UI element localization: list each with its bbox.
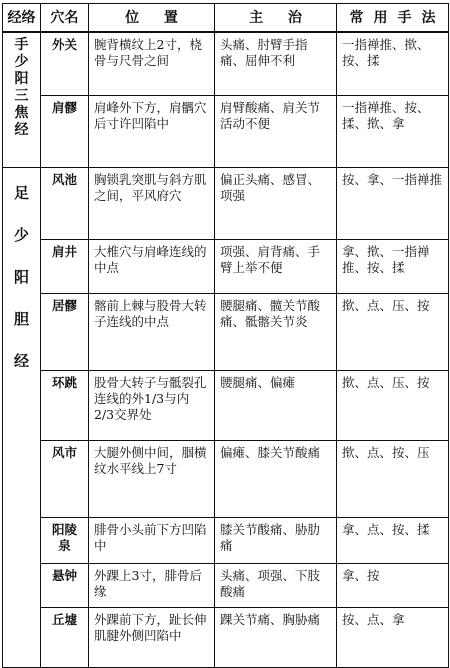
indication-cell: 踝关节痛、胸胁痛 [215,607,337,667]
table-row [3,607,449,667]
table-row [3,293,449,370]
location-cell: 大椎穴与肩峰连线的中点 [89,239,215,293]
indication-cell: 项强、肩背痛、手臂上举不便 [215,239,337,293]
point-name: 肩井 [41,239,89,293]
technique-cell: 拿、按 [337,563,449,607]
indication-cell: 腰腿痛、髋关节酸痛、骶髂关节炎 [215,293,337,370]
indication-cell: 偏正头痛、感冒、项强 [215,167,337,239]
header-point: 穴名 [41,4,89,33]
table-row [3,32,449,95]
meridian-label: 足少阳胆经 [14,183,30,370]
point-name: 悬钟 [41,563,89,607]
technique-cell: 拿、点、按、揉 [337,517,449,563]
location-cell: 腓骨小头前下方凹陷中 [89,517,215,563]
technique-cell: 按、拿、一指禅推 [337,167,449,239]
header-location: 位 置 [89,4,215,33]
location-cell: 外踝上3寸，腓骨后缘 [89,563,215,607]
table-row [3,95,449,167]
technique-cell: 一指禅推、按、揉、揿、拿 [337,95,449,167]
header-row [3,4,449,33]
table-row [3,517,449,563]
header-technique: 常用手法 [337,4,449,33]
indication-cell: 腰腿痛、偏瘫 [215,370,337,440]
point-name: 风市 [41,440,89,517]
location-cell: 外踝前下方，趾长伸肌腱外侧凹陷中 [89,607,215,667]
table-row [3,167,449,239]
table-row [3,440,449,517]
technique-cell: 一指禅推、揿、按、揉 [337,32,449,95]
indication-cell: 头痛、肘臂手指痛、屈伸不利 [215,32,337,95]
location-cell: 大腿外侧中间，腘横纹水平线上7寸 [89,440,215,517]
acupoint-table [2,3,449,668]
indication-cell: 偏瘫、膝关节酸痛 [215,440,337,517]
table-row [3,563,449,607]
indication-cell: 肩臂酸痛、肩关节活动不便 [215,95,337,167]
location-cell: 肩峰外下方，肩髃穴后寸许凹陷中 [89,95,215,167]
meridian-cell-gallbladder [3,167,41,667]
point-name: 阳陵泉 [41,517,89,563]
meridian-label: 手少阳三焦经 [14,37,29,138]
location-cell: 胸锁乳突肌与斜方肌之间，平风府穴 [89,167,215,239]
point-name: 丘墟 [41,607,89,667]
meridian-cell-sanjiao [3,32,41,167]
table-row [3,239,449,293]
location-cell: 腕背横纹上2寸，桡骨与尺骨之间 [89,32,215,95]
location-cell: 髂前上棘与股骨大转子连线的中点 [89,293,215,370]
technique-cell: 揿、点、按、压 [337,440,449,517]
point-name: 外关 [41,32,89,95]
indication-cell: 膝关节酸痛、胁肋痛 [215,517,337,563]
point-name: 居髎 [41,293,89,370]
point-name: 环跳 [41,370,89,440]
technique-cell: 揿、点、压、按 [337,370,449,440]
indication-cell: 头痛、项强、下肢酸痛 [215,563,337,607]
header-indication: 主 治 [215,4,337,33]
point-name: 肩髎 [41,95,89,167]
technique-cell: 按、点、拿 [337,607,449,667]
location-cell: 股骨大转子与骶裂孔连线的外1/3与内2/3交界处 [89,370,215,440]
point-name: 风池 [41,167,89,239]
header-meridian: 经络 [3,4,41,33]
technique-cell: 拿、揿、一指禅推、按、揉 [337,239,449,293]
table-row [3,370,449,440]
technique-cell: 揿、点、压、按 [337,293,449,370]
